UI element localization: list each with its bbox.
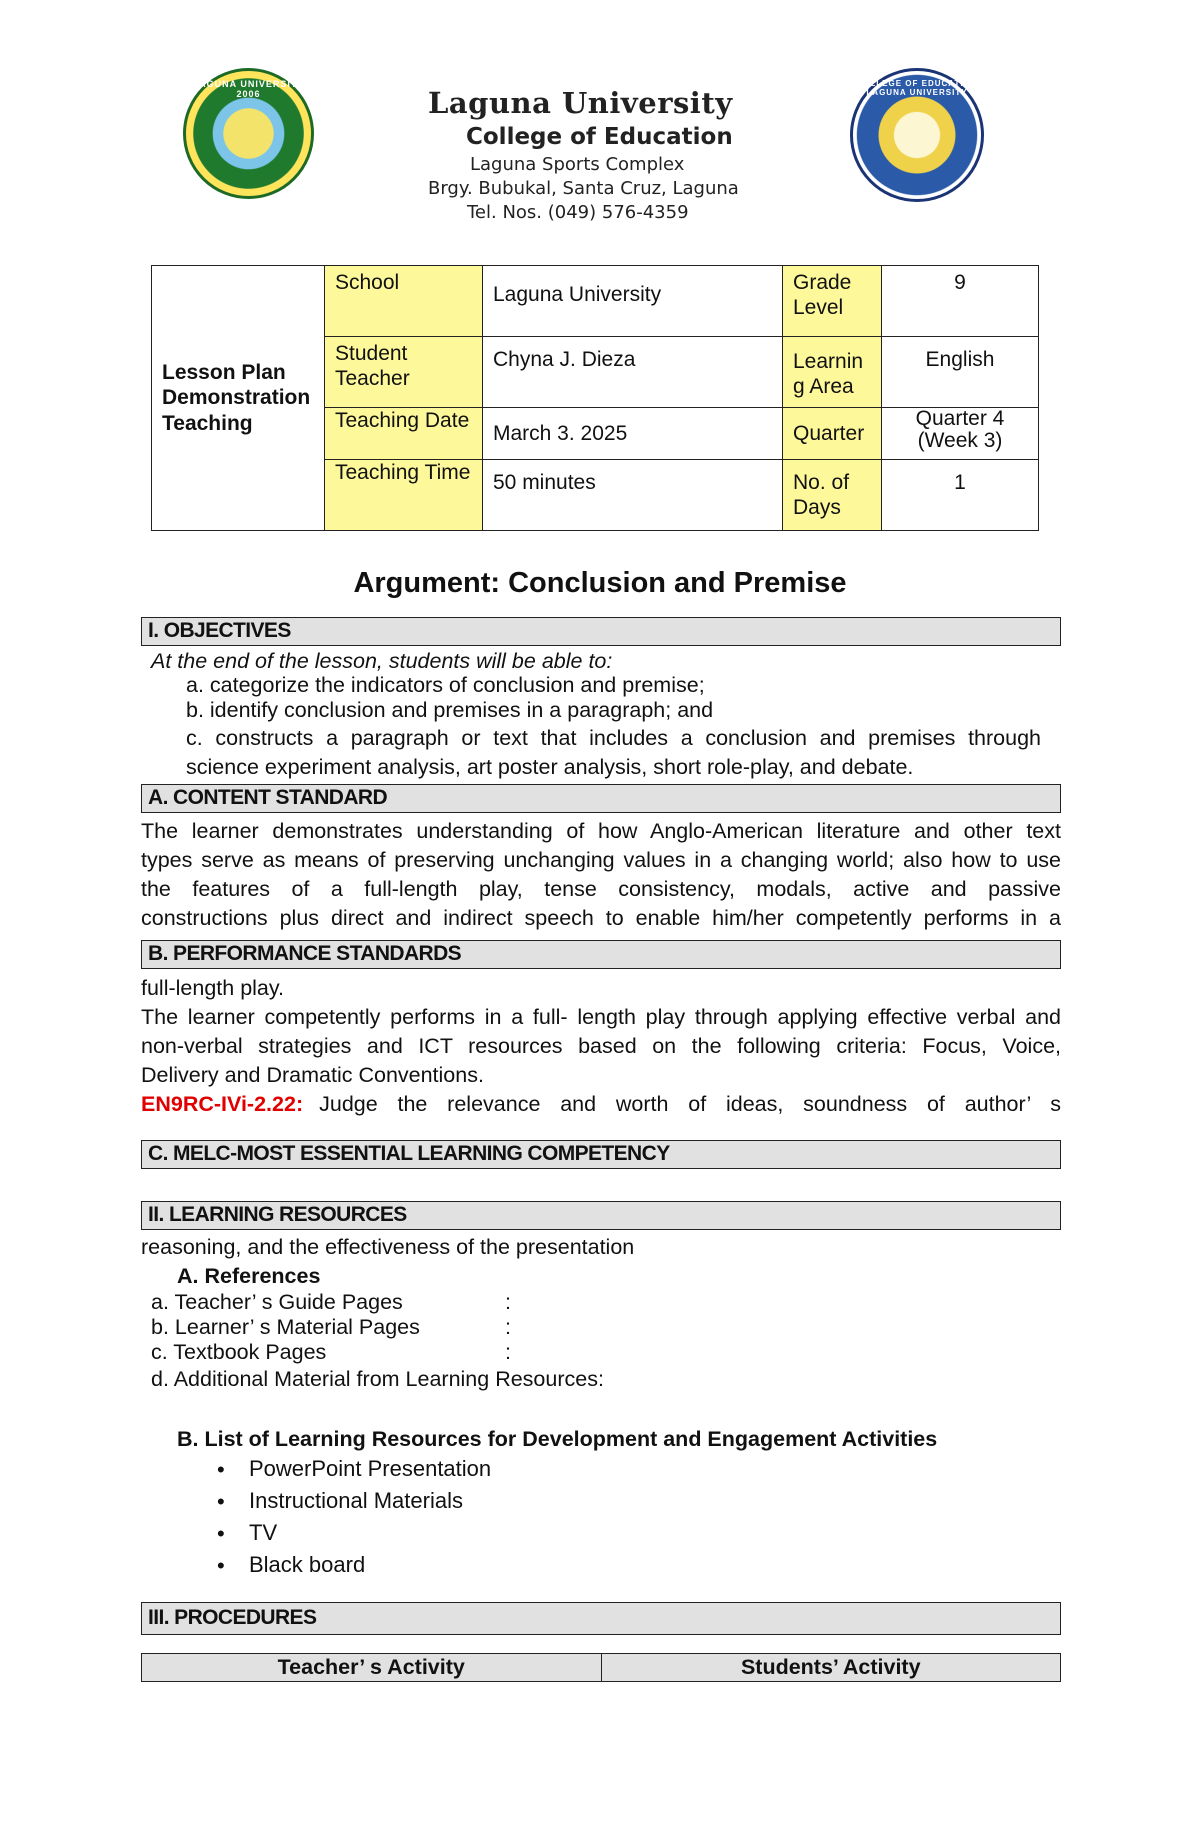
value-teaching-date: March 3. 2025 xyxy=(483,408,783,460)
content-standard-line-4: constructions plus direct and indirect speech to enable him/her competently performs in a xyxy=(141,906,1061,930)
ref-colon: : xyxy=(505,1340,511,1364)
content-standard-heading: A. CONTENT STANDARD xyxy=(141,784,1061,813)
label-number-of-days: No. of Days xyxy=(783,460,882,531)
value-number-of-days: 1 xyxy=(882,460,1039,531)
resource-item: TV xyxy=(249,1520,278,1545)
melc-heading: C. MELC-MOST ESSENTIAL LEARNING COMPETENCY xyxy=(141,1140,1061,1169)
bullet-icon: • xyxy=(217,1457,225,1482)
label-learning-area: Learnin g Area xyxy=(783,337,882,408)
ref-colon: : xyxy=(505,1290,511,1314)
performance-standards-line-1: The learner competently performs in a full- length play through applying effective verbal and xyxy=(141,1005,1061,1029)
objectives-intro: At the end of the lesson, students will be able to: xyxy=(151,649,613,673)
address-line-1: Laguna Sports Complex xyxy=(470,154,685,175)
address-line-2: Brgy. Bubukal, Santa Cruz, Laguna xyxy=(428,178,739,199)
label-school: School xyxy=(325,266,483,337)
procedures-heading: III. PROCEDURES xyxy=(141,1602,1061,1635)
value-teaching-time: 50 minutes xyxy=(483,460,783,531)
lesson-info-table xyxy=(151,265,1039,531)
college-name: College of Education xyxy=(466,124,733,150)
label-teaching-date: Teaching Date xyxy=(325,408,483,460)
seal-ring-text: COLLEGE OF EDUCATION LAGUNA UNIVERSITY xyxy=(856,79,978,97)
performance-standards-heading: B. PERFORMANCE STANDARDS xyxy=(141,940,1061,969)
value-grade-level: 9 xyxy=(882,266,1039,337)
objective-a: a. categorize the indicators of conclusion and premise; xyxy=(186,673,705,697)
university-name: Laguna University xyxy=(428,86,733,120)
competency-code: EN9RC-IVi-2.22: xyxy=(141,1092,304,1116)
objective-c-line-2: science experiment analysis, art poster analysis, short role-play, and debate. xyxy=(186,755,914,779)
objective-c-line-1: c. constructs a paragraph or text that includes a conclusion and premises through xyxy=(186,726,1041,750)
competency-text: Judge the relevance and worth of ideas, soundness of author’ s xyxy=(319,1092,1061,1116)
learning-resources-heading: II. LEARNING RESOURCES xyxy=(141,1201,1061,1230)
competency-code-line xyxy=(141,1090,1061,1119)
bullet-icon: • xyxy=(217,1521,225,1546)
teacher-activity-header: Teacher’ s Activity xyxy=(142,1654,602,1682)
procedures-table xyxy=(141,1653,1061,1682)
resource-item: Instructional Materials xyxy=(249,1488,463,1513)
bullet-icon: • xyxy=(217,1489,225,1514)
label-grade-level: Grade Level xyxy=(783,266,882,337)
value-quarter: Quarter 4 (Week 3) xyxy=(882,408,1039,460)
ref-learners-material: b. Learner’ s Material Pages xyxy=(151,1315,420,1339)
college-of-education-seal xyxy=(850,68,984,202)
resource-item: PowerPoint Presentation xyxy=(249,1456,492,1481)
content-standard-line-1: The learner demonstrates understanding of how Anglo-American literature and other text xyxy=(141,819,1061,843)
references-heading: A. References xyxy=(177,1264,321,1288)
objective-b: b. identify conclusion and premises in a paragraph; and xyxy=(186,698,714,722)
seal-ring-text: LAGUNA UNIVERSITY 2006 xyxy=(192,79,305,99)
ref-teachers-guide: a. Teacher’ s Guide Pages xyxy=(151,1290,403,1314)
bullet-icon: • xyxy=(217,1553,225,1578)
lesson-plan-label: Lesson Plan Demonstration Teaching xyxy=(152,266,325,531)
ref-colon: : xyxy=(505,1315,511,1339)
content-standard-line-2: types serve as means of preserving unchanging values in a changing world; also how to use xyxy=(141,848,1061,872)
content-standard-line-3: the features of a full-length play, tense consistency, modals, active and passive xyxy=(141,877,1061,901)
performance-standards-line-2: non-verbal strategies and ICT resources based on the following criteria: Focus, Voice, xyxy=(141,1034,1061,1058)
objectives-heading: I. OBJECTIVES xyxy=(141,617,1061,646)
label-quarter: Quarter xyxy=(783,408,882,460)
students-activity-header: Students’ Activity xyxy=(601,1654,1061,1682)
resources-list-heading: B. List of Learning Resources for Development and Engagement Activities xyxy=(177,1427,938,1451)
resource-item: Black board xyxy=(249,1552,366,1577)
performance-standards-line-3: Delivery and Dramatic Conventions. xyxy=(141,1063,484,1087)
value-student-teacher: Chyna J. Dieza xyxy=(483,337,783,408)
lesson-title: Argument: Conclusion and Premise xyxy=(353,567,847,599)
telephone: Tel. Nos. (049) 576-4359 xyxy=(467,202,689,223)
laguna-university-seal xyxy=(183,68,314,199)
label-student-teacher: Student Teacher xyxy=(325,337,483,408)
performance-standards-carry: full-length play. xyxy=(141,976,285,1000)
ref-textbook: c. Textbook Pages xyxy=(151,1340,327,1364)
label-teaching-time: Teaching Time xyxy=(325,460,483,531)
ref-additional-material: d. Additional Material from Learning Resources: xyxy=(151,1367,604,1391)
value-learning-area: English xyxy=(882,337,1039,408)
learning-resources-carry: reasoning, and the effectiveness of the presentation xyxy=(141,1235,635,1259)
value-school: Laguna University xyxy=(483,266,783,337)
